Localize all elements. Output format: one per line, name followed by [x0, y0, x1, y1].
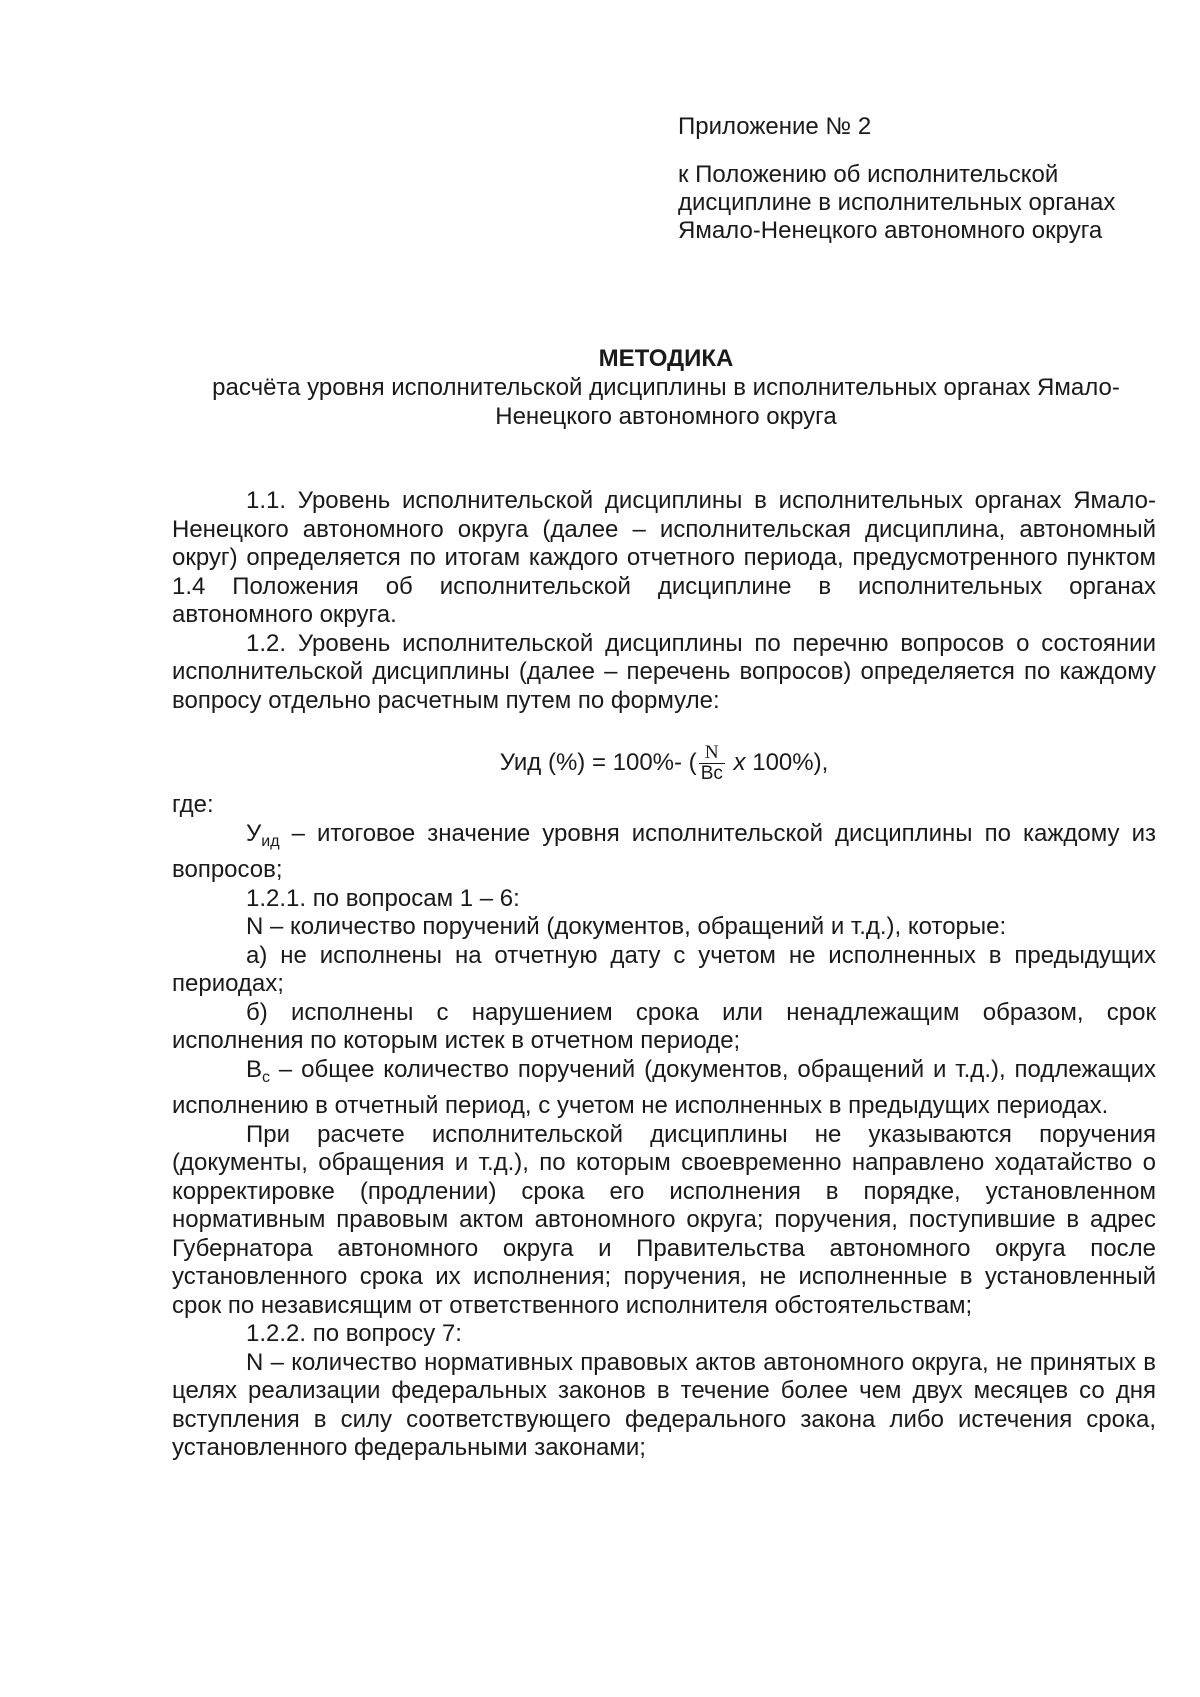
uid-definition: – итоговое значение уровня исполнительской дисциплины по каждому из вопросов;: [172, 819, 1156, 883]
appendix-number: Приложение № 2: [678, 113, 872, 140]
formula-times: x: [726, 749, 753, 776]
where-label: где:: [172, 791, 214, 818]
bc-subscript: с: [262, 1068, 271, 1086]
paragraph-1-2-1: 1.2.1. по вопросам 1 – 6:: [246, 884, 520, 912]
document-body: [172, 487, 1156, 1463]
formula: [172, 735, 1156, 791]
uid-symbol: У: [246, 819, 262, 847]
item-b: б) исполнены с нарушением срока или ненадлежащим образом, срок исполнения по которым истек в отчетном периоде;: [172, 998, 1156, 1054]
uid-subscript: ид: [261, 832, 280, 850]
paragraph-1-2: 1.2. Уровень исполнительской дисциплины по перечню вопросов о состоянии исполнительской дисциплины (далее – перечень вопросов) определяется по каждому вопросу отдельно расчетным путем по формуле:: [172, 629, 1156, 714]
item-a: а) не исполнены на отчетную дату с учетом не исполненных в предыдущих периодах;: [172, 941, 1156, 997]
document-subtitle: расчёта уровня исполнительской дисциплины в исполнительных органах Ямало-Ненецкого автономного округа: [212, 374, 1120, 430]
paragraph-1-2-2: 1.2.2. по вопросу 7:: [246, 1320, 462, 1347]
bc-definition-paragraph: [172, 1056, 1156, 1121]
formula-numerator: N: [699, 743, 725, 764]
formula-denominator: Вс: [700, 763, 723, 785]
appendix-block: [678, 113, 1118, 245]
formula-fraction: [699, 743, 725, 784]
document-heading: [172, 344, 1160, 431]
bc-definition: – общее количество поручений (документов, обращений и т.д.), подлежащих исполнению в отчетный период, с учетом не исполненных в предыдущих периодах.: [172, 1055, 1156, 1119]
appendix-reference: к Положению об исполнительской дисциплине в исполнительных органах Ямало-Ненецкого автономного округа: [678, 161, 1116, 244]
n-definition-question-7: N – количество нормативных правовых актов автономного округа, не принятых в целях реализации федеральных законов в течение более чем двух месяцев со дня вступления в силу соответствующего федерального закона либо истечения срока, установленного федеральными законами;: [172, 1348, 1156, 1461]
exclusions-paragraph: При расчете исполнительской дисциплины не указываются поручения (документы, обращения и т.д.), по которым своевременно направлено ходатайство о корректировке (продлении) срока его исполнения в порядке, установленном нормативным правовым актом автономного округа; поручения, поступившие в адрес Губернатора автономного округа и Правительства автономного округа после установленного срока их исполнения; поручения, не исполненные в установленный срок по независящим от ответственного исполнителя обстоятельствам;: [172, 1120, 1156, 1319]
paragraph-1-1: 1.1. Уровень исполнительской дисциплины в исполнительных органах Ямало-Ненецкого автономного округа (далее – исполнительская дисциплина, автономный округ) определяется по итогам каждого отчетного периода, предусмотренного пунктом 1.4 Положения об исполнительской дисциплине в исполнительных органах автономного округа.: [172, 487, 1156, 628]
formula-left: Уид (%) = 100%- (: [499, 749, 697, 776]
formula-right: 100%),: [752, 749, 829, 776]
bc-symbol: В: [246, 1055, 263, 1083]
document-title: МЕТОДИКА: [598, 345, 734, 372]
uid-definition-paragraph: [172, 820, 1156, 885]
n-definition: N – количество поручений (документов, обращений и т.д.), которые:: [246, 913, 1007, 940]
